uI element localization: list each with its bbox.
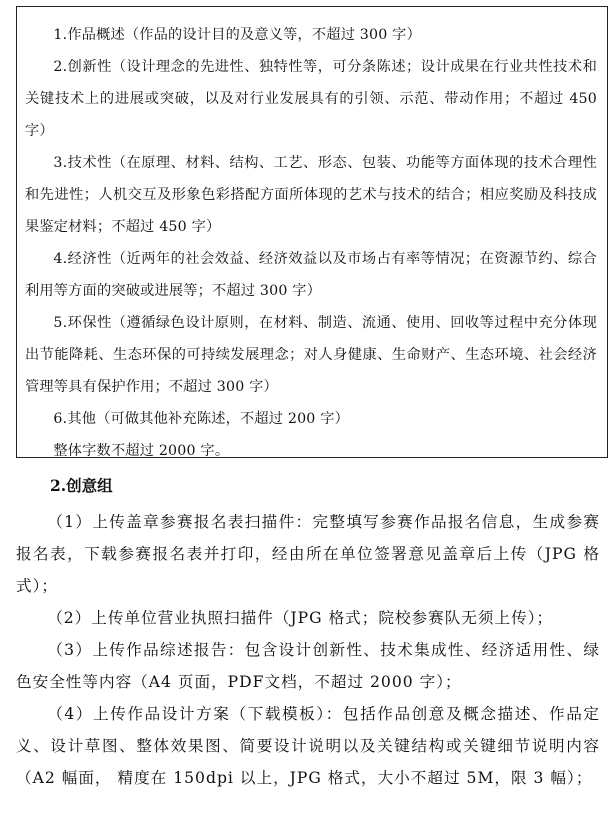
paragraph-summary-report: （3）上传作品综述报告：包含设计创新性、技术集成性、经济适用性、绿色安全性等内容（A4 页面，PDF文档，不超过 2000 字）； <box>16 641 600 691</box>
paragraph-registration-form: （1）上传盖章参赛报名表扫描件：完整填写参赛作品报名信息，生成参赛报名表，下载参赛报名表并打印，经由所在单位签署意见盖章后上传（JPG 格式）； <box>16 513 600 595</box>
requirements-box <box>16 6 608 458</box>
item-economy: 4.经济性（近两年的社会效益、经济效益以及市场占有率等情况；在资源节约、综合利用等方面的突破或进展等；不超过 300 字） <box>25 251 597 299</box>
item-total-words: 整体字数不超过 2000 字。 <box>53 443 230 459</box>
item-overview: 1.作品概述（作品的设计目的及意义等，不超过 300 字） <box>53 27 421 43</box>
section-title: 2.创意组 <box>50 476 113 495</box>
paragraph-business-license: （2）上传单位营业执照扫描件（JPG 格式；院校参赛队无须上传）； <box>47 609 554 627</box>
section-body <box>16 506 600 794</box>
item-environment: 5.环保性（遵循绿色设计原则，在材料、制造、流通、使用、回收等过程中充分体现出节能降耗、生态环保的可持续发展理念；对人身健康、生命财产、生态环境、社会经济管理等具有保护作用；不超过 300 字） <box>25 315 597 395</box>
item-technology: 3.技术性（在原理、材料、结构、工艺、形态、包装、功能等方面体现的技术合理性和先进性；人机交互及形象色彩搭配方面所体现的艺术与技术的结合；相应奖励及科技成果鉴定材料；不超过 450 字） <box>25 155 597 235</box>
item-other: 6.其他（可做其他补充陈述，不超过 200 字） <box>53 411 350 427</box>
paragraph-design-plan: （4）上传作品设计方案（下载模板）：包括作品创意及概念描述、作品定义、设计草图、整体效果图、简要设计说明以及关键结构或关键细节说明内容（A2 幅面， 精度在 150dpi 以上，JPG 格式，大小不超过 5M，限 3 幅）； <box>16 705 600 787</box>
item-innovation: 2.创新性（设计理念的先进性、独特性等，可分条陈述；设计成果在行业共性技术和关键技术上的进展或突破，以及对行业发展具有的引领、示范、带动作用；不超过 450 字） <box>25 59 597 139</box>
